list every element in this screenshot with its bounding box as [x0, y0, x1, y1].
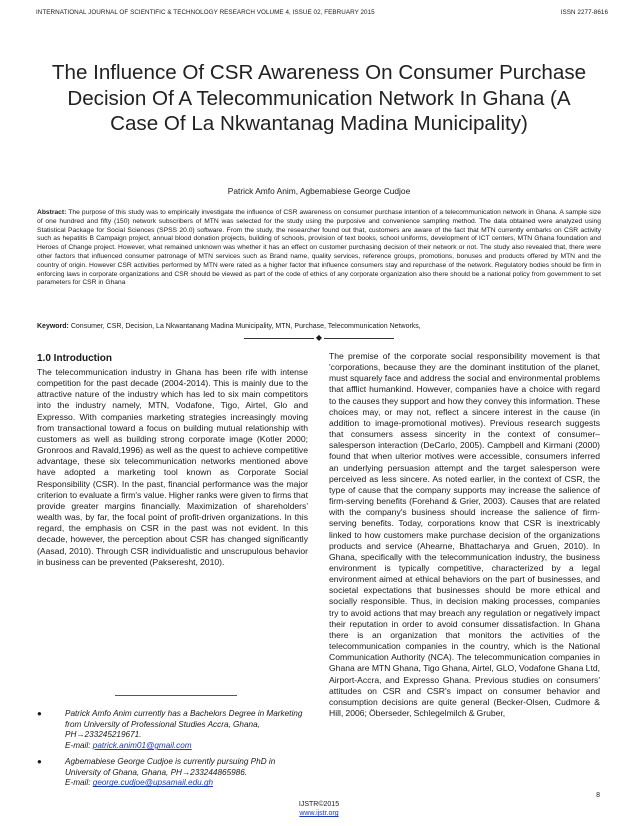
keywords	[37, 323, 601, 330]
footnote-email	[65, 778, 308, 789]
bullet-icon: ●	[37, 709, 42, 718]
footnote-rule	[115, 695, 237, 696]
right-column	[329, 351, 600, 719]
author-list: Patrick Amfo Anim, Agbemabiese George Cudjoe	[227, 186, 411, 196]
divider-line-left	[244, 338, 314, 339]
page-number: 8	[596, 792, 600, 799]
email-label: E-mail:	[65, 778, 91, 788]
bullet-icon: ●	[37, 756, 42, 766]
diamond-icon: ◆	[315, 333, 323, 342]
footnote-email	[65, 741, 308, 752]
email-label: E-mail:	[65, 741, 91, 751]
footnote-item	[37, 757, 308, 789]
issn: ISSN 2277-8616	[560, 9, 608, 16]
divider-line-right	[324, 338, 394, 339]
email-link[interactable]: patrick.anim01@gmail.com	[92, 741, 192, 751]
journal-header	[36, 9, 608, 16]
author-footnotes	[37, 709, 308, 794]
journal-title: INTERNATIONAL JOURNAL OF SCIENTIFIC & TECHNOLOGY RESEARCH VOLUME 4, ISSUE 02, FEBRUARY 2015	[36, 9, 375, 16]
footnote-text: Patrick Amfo Anim currently has a Bachelors Degree in Marketing from University of Professional Studies Accra, Ghana, PH→233245219671.	[65, 709, 303, 740]
keywords-label: Keyword:	[37, 323, 69, 330]
section-heading: 1.0 Introduction	[37, 353, 112, 364]
paper-title: The Influence Of CSR Awareness On Consumer Purchase Decision Of A Telecommunication Network In Ghana (A Case Of La Nkwantanag Madina Municipality)	[51, 61, 587, 136]
website-link[interactable]: www.ijstr.org	[299, 810, 339, 817]
footnote-text: Agbemabiese George Cudjoe is currently pursuing PhD in University of Ghana, Ghana, PH→233244865986.	[65, 756, 276, 777]
footnote-item	[37, 709, 308, 752]
abstract-text: The purpose of this study was to empirically investigate the influence of CSR awareness on consumer purchase intention of a telecommunication network in Ghana. A sample size of one hundred and fifty (150) network subscribers of MTN was selected for the study using the purposive and convenience sampling method. The data obtained were analyzed using Statistical Package for Social Sciences (SPSS 20.0) software. From the study, the researcher found out that, customers are aware of the fact that MTN currently embarks on CSR activity such as hepatitis B Campaign project, annual blood donation projects, building of schools, provision of text books, school uniforms, development of ICT centers, MTN Ghana foundation and Heroes of Change project. However, what remained unknown was whether it has an effect on customer purchasing decision of their network or not. The study also revealed that, there were other factors that influenced consumer patronage of MTN services such as Brand name, quality services, reference groups, promotions, bonuses and products offered by MTN and the country of origin. However CSR activities performed by MTN were rated as a higher factor that influence consumers stay and repurchase of the network. Regulatory bodies should be firm in enforcing laws in corporate organizations and CSR should be viewed as part of the code of ethics of any corporate organization also there should be a national policy from government to set parameters for CSR in Ghana	[37, 209, 601, 287]
abstract	[37, 209, 601, 288]
left-column	[37, 352, 308, 568]
abstract-label: Abstract:	[37, 209, 67, 216]
page-footer	[0, 800, 638, 818]
intro-paragraph-right: The premise of the corporate social responsibility movement is that 'corporations, because they are the dominant institution of the planet, must squarely face and address the social and environmental problems that afflict humankind. However, companies have a choice with regard to the causes they support and how they convey this information. These choices may, or may not, reflect a sincere interest in the cause (in addition to image-promotional motives). Previous research suggests that consumers assess sincerity in the context of consumer–salesperson interaction (DeCarlo, 2005). Campbell and Kirmani (2000) found that when ulterior motives were accessible, consumers inferred an underlying persuasion attempt and the target salesperson were perceived as less sincere. As noted earlier, in the context of CSR, the type of cause that the company supports may increase the salience of firm-serving benefits (Forehand & Grier, 2003). Causes that are related with the company's business should increase the salience of firm-serving benefits. Today, corporations know that CSR is inextricably linked to how customers make purchase decision of the organizations products and service (Ahearne, Bhattacharya and Gruen, 2010). In Ghana, specifically with the telecommunication industry, the business environment is typically competitive, characterized by a legal environment aimed at ethical behaviors on the part of businesses, and societal expectations that businesses should be more ethical and socially responsible. Thus, in decision making processes, companies try to avoid actions that may breach any regulation or negatively impact their reputation in order to avoid consumer dissatisfaction. In Ghana there is an organization that monitors the activities of the telecommunication companies in the country, which is the National Communication Authority (NCA). The telecommunication companies in Ghana are MTN Ghana, Tigo Ghana, Airtel, GLO, Vodafone Ghana Ltd, Airport-Accra, and Expresso Ghana. Previous studies on consumers' attitudes on CSR and CSR's impact on consumer behavior and consumption decisions are quite general (Becker-Olsen, Cudmore & Hill, 2006; Öberseder, Schlegelmilch & Gruber,	[329, 351, 600, 718]
email-link[interactable]: george.cudjoe@upsamail.edu.gh	[92, 778, 214, 788]
intro-paragraph-left: The telecommunication industry in Ghana has been rife with intense competition for the past decade (2004-2014). This is mainly due to the attractive nature of the industry which has led to six main competitors into the industry namely, MTN, Vodafone, Tigo, Airtel, Glo and Expresso. With companies marketing strategies increasingly moving from transactional toward a focus on building mutual relationship with customers as well as building strong corporate image (Kotler 2000; Gronroos and Ravald,1996) as well as the quest to achieve competitive advantage, these six telecommunication networks mentioned above have adopted a marketing tool known as Corporate Social Responsibility (CSR). In the past, financial performance was the major criterion to evaluate a firm's value. Higher ranks were given to firms that provide greater margins financially. Maximization of shareholders' wealth was, by far, the focal point of profit-driven organizations. In this regard, the emphasis on CSR in the past was not evident. In this decade, however, the perception about CSR has changed significantly (Aasad, 2010). Through CSR individualistic and unscrupulous behavior in business can be prevented (Pakseresht, 2010).	[37, 367, 308, 567]
copyright: IJSTR©2015	[298, 801, 340, 808]
keywords-text: Consumer, CSR, Decision, La Nkwantanang Madina Municipality, MTN, Purchase, Telecommunication Networks,	[70, 323, 421, 330]
section-divider	[0, 333, 638, 343]
